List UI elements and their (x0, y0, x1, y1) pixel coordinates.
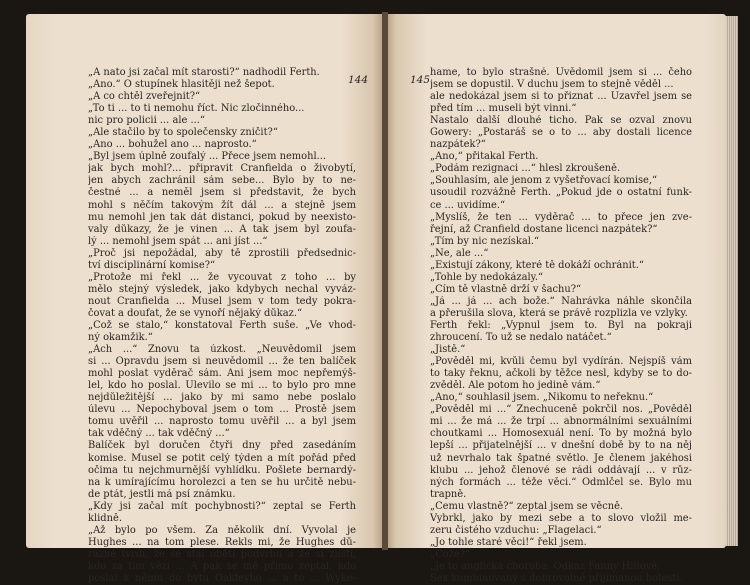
text-line: lý ... nemohl jsem spát ... ani jíst ...“ (88, 235, 268, 247)
text-line: lel, kdo ho poslal. Ulevilo se mi ... to bylo pro mne (88, 380, 356, 392)
page-text (88, 67, 356, 585)
right-page (386, 14, 726, 584)
book-gutter (382, 12, 388, 550)
text-line: jsem se dopustil. V duchu jsem to stejně věděl ... (430, 79, 674, 91)
text-line: klubu ... jehož členové se rádi oddávají ... v růz- (430, 464, 692, 476)
text-line: nejdůležitější ... jako by mi samo nebe poslalo (88, 392, 356, 404)
text-line: „Čemu vlastně?“ zeptal jsem se věcně. (430, 500, 624, 512)
text-line: ných formách ... téže věci.“ Odmlčel se. Bylo mu (430, 476, 692, 488)
text-line: mělo stejný výsledek, jako kdybych nechal vyváz- (88, 283, 356, 295)
text-line: komise. Musel se potit celý týden a mít pořád před (88, 452, 356, 464)
text-line: zeru čistého vzduchu: „Flagelaci.“ (430, 524, 602, 536)
page-text (430, 67, 692, 585)
text-line: „Byl jsem úplně zoufalý ... Přece jsem nemohl... (88, 151, 327, 163)
text-line: zvěděl. Ale potom ho jedině vám.“ (430, 380, 601, 392)
text-line: Balíček byl doručen čtyři dny před zasedáním (88, 440, 356, 452)
text-line: „Ano,“ souhlasil jsem. „Nikomu to neřeknu.“ (430, 392, 654, 404)
text-line: choutkami ... Homosexuál není. To by možná bylo (430, 428, 692, 440)
text-line: razně tvrdí, že se stal obětí podvrhu a že si zjistí, (88, 548, 356, 560)
text-line: „Myslíš, že ten ... vyděrač ... to přece jen zve- (430, 211, 692, 223)
text-line: čovat a doufat, že se vynoří nějaký důkaz.“ (88, 307, 303, 319)
text-line: usoudil rozvážně Ferth. „Pokud jde o ostatní funk- (430, 187, 692, 199)
text-line: mu nemohl jen tak dát distanci, pokud by neexisto- (88, 211, 356, 223)
text-line: to taky řeknu, ačkoli by těžce nesl, kdyby se to do- (430, 368, 692, 380)
text-line: Nastalo další dlouhé ticho. Pak se ozval znovu (430, 115, 692, 127)
text-line: mi ... že má ... že trpí ... abnormálními sexuálními (430, 416, 692, 428)
text-line: „Až bylo po všem. Za několik dní. Vyvolal je (88, 524, 356, 536)
text-line: kdo za tím vězí ... A pak se mě přímo zeptal, kdo (88, 560, 356, 572)
page-edges (726, 16, 738, 546)
text-line: tak vděčný ... tak vděčný ...“ (88, 428, 230, 440)
text-line: na k umírajícímu horolezci a ten se hu určitě nebu- (88, 476, 356, 488)
text-line: čestné ... a neměl jsem si představit, že bych (88, 187, 356, 199)
text-line: „Ale stačilo by to společensky zničit?“ (88, 127, 278, 139)
text-line: trapně. (430, 488, 467, 500)
text-line: „Tohle by nedokázaly.“ (430, 271, 544, 283)
text-line: „Ano ... bohužel ano ... naprosto.“ (88, 139, 257, 151)
text-line: si ... Opravdu jsem si neuvědomil ... že ten balíček (88, 356, 356, 368)
text-line: Vybrkl, jako by mezi sebe a to slovo vložil me- (430, 512, 692, 524)
text-line: „To ti ... to ti nemohu říct. Nic zločinného... (88, 103, 305, 115)
text-line: „Souhlasím, ale jenom z vyšetřovací komise,“ (430, 175, 658, 187)
text-line: řejní, až Cranfield dostane licenci nazpátek?“ (430, 223, 658, 235)
text-line: de ptát, jestli má psí známku. (88, 488, 236, 500)
text-line: nic pro policii ... ale ...“ (88, 115, 205, 127)
text-line: klidně. (88, 512, 122, 524)
text-line: Sex kombinovaný s dobrovolně přijímanou bolestí. (430, 572, 683, 584)
text-line: Gowery: „Postaráš se o to ... aby dostali licence (430, 127, 692, 139)
text-line: Hughes ... na tom plese. Řekls mi, že Hughes dů- (88, 536, 356, 548)
text-line: „Protože mi řekl ... že vycouvat z toho ... by (88, 271, 356, 283)
text-line: už nevrhalo tak špatné světlo. Je členem jakéhosi (430, 452, 692, 464)
text-line: jak bych mohl?... připravit Cranfielda o živobytí, (88, 163, 356, 175)
text-line: valy důkazy, že je vinen ... A tak jsem byl zoufa- (88, 223, 356, 235)
left-page (26, 14, 384, 584)
text-line: Ferth řekl: „Vypnul jsem to. Byl na pokraji (430, 319, 692, 331)
text-line: očima tu nejchmurnější vyhlídku. Pošlete bernardý- (88, 464, 356, 476)
text-line: „Jo tohle staré věci!“ řekl jsem. (430, 536, 587, 548)
text-line: úlevu ... Nepochyboval jsem o tom ... Prostě jsem (88, 404, 356, 416)
text-line: mohl poslat vyděrač sám. Ani jsem moc nepřemýš- (88, 368, 356, 380)
text-line: zhroucení. To už se nedalo natáčet.“ (430, 332, 612, 344)
text-line: „Cože?“ (430, 548, 471, 560)
text-line: nout Cranfielda ... Musel jsem v tom tedy pokra- (88, 295, 356, 307)
text-line: „Existují zákony, které tě dokáží ochránit.“ (430, 259, 644, 271)
text-line: a přerušila slova, která se právě rozplizla ve vzlyky. (430, 307, 688, 319)
text-line: „Pověděl mi ...“ Znechuceně pokrčil nos. „Pověděl (430, 404, 692, 416)
text-line: „Ach ...“ Znovu ta úzkost. „Neuvědomil jsem (88, 344, 356, 356)
text-line: ný okamžik.“ (88, 332, 153, 344)
text-line: ce ... uvidíme.“ (430, 199, 506, 211)
text-line: „Ano,“ přitakal Ferth. (430, 151, 539, 163)
text-line: tomu uvěřil ... naprosto tomu uvěřil ... a byl jsem (88, 416, 356, 428)
text-line: „Ano.“ O stupínek hlasitěji než šepot. (88, 79, 275, 91)
text-line: „A co chtěl zveřejnit?“ (88, 91, 201, 103)
text-line: poslal k němu do bytu Oakleyho ... a to ... Wyke- (88, 572, 356, 584)
text-line: „Podám rezignaci ...“ hlesl zkroušeně. (430, 163, 621, 175)
text-line: lepší ... přijatelnější ... v dnešní době by to na něj (430, 440, 692, 452)
text-line: ale nedokázal jsem si to přiznat ... Uzavřel jsem se (430, 91, 692, 103)
text-line: „Pověděl mi, kvůli čemu byl vydírán. Nejspíš vám (430, 356, 692, 368)
text-line: „Čím tě vlastně drží v šachu?“ (430, 283, 582, 295)
text-line: „Tím by nic nezískal.“ (430, 235, 540, 247)
text-line: „Já ... já ... ach bože.“ Nahrávka náhle skončila (430, 295, 692, 307)
text-line: „Ne, ale ...“ (430, 247, 489, 259)
text-line: tví disciplinární komise?“ (88, 259, 216, 271)
text-line: „A nato jsi začal mít starosti?“ nadhodil Ferth. (88, 67, 320, 78)
page-number: 144 (348, 74, 369, 86)
page-number: 145 (410, 74, 431, 86)
text-line: „Kdy jsi začal mít pochybnosti?“ zeptal se Ferth (88, 500, 356, 512)
text-line: „Což se stalo,“ konstatoval Ferth suše. „Ve vhod- (88, 319, 356, 331)
text-line: před tím ... museli být vinni.“ (430, 103, 577, 115)
text-line: nazpátek?“ (430, 139, 486, 151)
text-line: „Proč jsi nepožádal, aby tě zprostili předsednic- (88, 247, 356, 259)
text-line: jen abych zachránil sám sebe... Bylo by to ne- (88, 175, 356, 187)
text-line: hame, to bylo strašné. Uvědomil jsem si ... čeho (430, 67, 692, 78)
text-line: mohl s něčím takovým žít dál ... a stejně jsem (88, 199, 356, 211)
text-line: „Jistě.“ (430, 344, 466, 356)
text-line: „Je to anglická choroba. Odkaz Fanny Hillové. (430, 560, 661, 572)
